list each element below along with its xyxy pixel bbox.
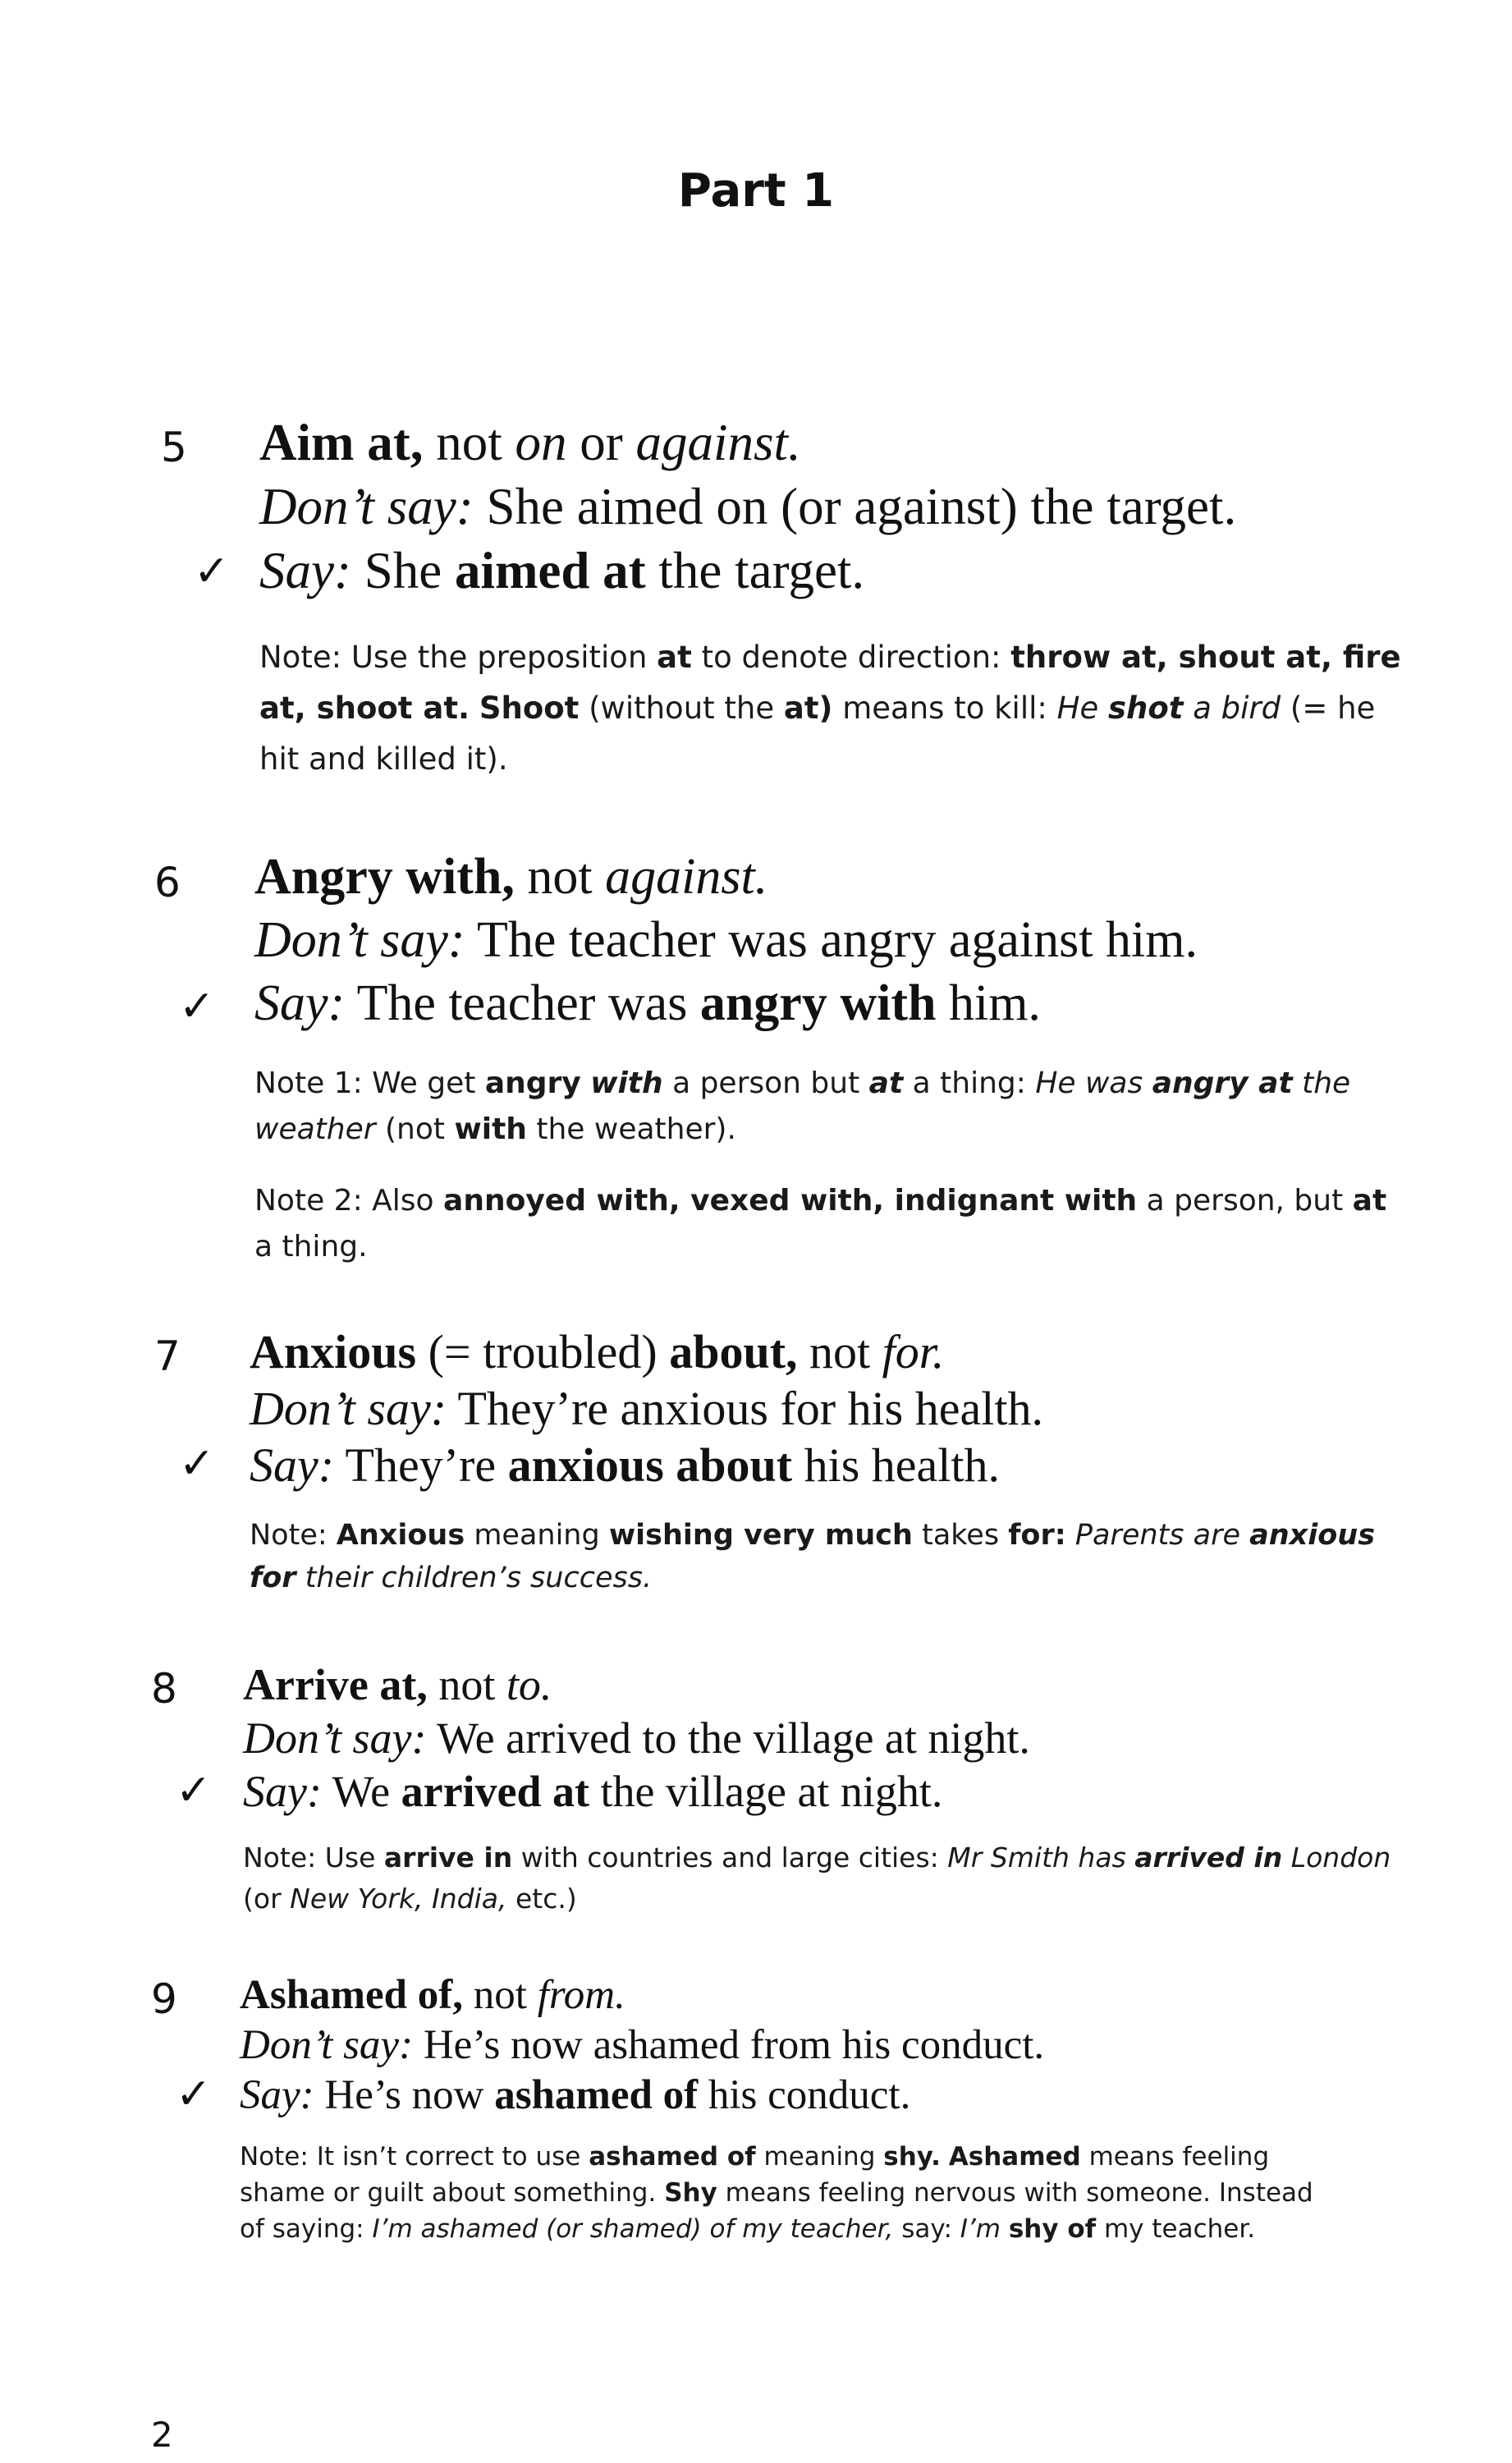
wrong-sentence: We arrived to the village at night.: [437, 1713, 1030, 1763]
say-label: Say:: [254, 975, 346, 1031]
entry-main: [243, 1658, 1030, 1819]
entry-number: 5: [161, 424, 187, 471]
wrong-sentence: They’re anxious for his health.: [457, 1382, 1043, 1435]
wrong-sentence: The teacher was angry against him.: [476, 912, 1198, 968]
correct-example: Say: He’s now ashamed of his conduct.: [240, 2072, 911, 2118]
headword-line: Aim at, not on or against.: [259, 414, 801, 471]
page-number: 2: [151, 2415, 173, 2455]
headword: Ashamed of,: [240, 1972, 464, 2018]
wrong-example: [243, 1712, 1030, 1765]
wrong-sentence: She aimed on (or against) the target.: [486, 478, 1237, 535]
correct-example: Say: They’re anxious about his health.: [250, 1438, 1000, 1492]
headword-line: Anxious (= troubled) about, not for.: [250, 1325, 945, 1378]
note: Note: Use the preposition at to denote direction: throw at, shout at, fire at, shoot at. Shoot (without the at) means to kill: He shot a bird (= he hit and killed it).: [259, 640, 1401, 777]
entry-main: [240, 1970, 1044, 2121]
note-2: Note 2: Also annoyed with, vexed with, indignant with a person, but at a thing.: [254, 1184, 1387, 1264]
headword-line: Angry with, not against.: [254, 849, 768, 905]
check-icon: ✓: [179, 1439, 215, 1488]
check-icon: ✓: [176, 2070, 212, 2119]
headword: Aim at,: [259, 414, 424, 471]
entry-main: [250, 1323, 1043, 1493]
headword: Angry with,: [254, 849, 515, 905]
entry-number: 8: [151, 1665, 177, 1713]
note: Note: Anxious meaning wishing very much takes for: Parents are anxious for their children’s success.: [250, 1519, 1376, 1594]
page-title: Part 1: [677, 164, 835, 218]
note: Note: It isn’t correct to use ashamed of meaning shy. Ashamed means feeling shame or guilt about something. Shy means feeling nervous with someone. Instead of saying: I’m ashamed (or shamed) of my teacher, say: I’m shy of my teacher.: [240, 2142, 1313, 2244]
note: Note: Use arrive in with countries and large cities: Mr Smith has arrived in London (or New York, India, etc.): [243, 1842, 1391, 1915]
headword-line: Arrive at, not to.: [243, 1660, 552, 1709]
say-label: Say:: [250, 1438, 335, 1492]
wrong-example: [254, 909, 1198, 972]
dont-say-label: Don’t say:: [250, 1382, 447, 1435]
note-1: Note 1: We get angry with a person but at a thing: He was angry at the weather (not with the weather).: [254, 1066, 1351, 1146]
wrong-example: [259, 475, 1236, 539]
wrong-example: [240, 2020, 1044, 2071]
entry-main: [254, 846, 1198, 1035]
say-label: Say:: [259, 542, 351, 599]
check-icon: ✓: [194, 547, 230, 596]
dont-say-label: Don’t say:: [240, 2022, 414, 2068]
entry-number: 6: [154, 859, 181, 906]
say-label: Say:: [243, 1767, 322, 1816]
say-label: Say:: [240, 2072, 314, 2118]
check-icon: ✓: [176, 1766, 212, 1815]
wrong-example: [250, 1380, 1043, 1437]
entry-number: 7: [154, 1332, 181, 1380]
check-icon: ✓: [179, 982, 215, 1031]
correct-example: Say: We arrived at the village at night.: [243, 1767, 943, 1816]
dont-say-label: Don’t say:: [254, 912, 465, 968]
wrong-sentence: He’s now ashamed from his conduct.: [423, 2022, 1045, 2068]
dont-say-label: Don’t say:: [259, 478, 474, 535]
dont-say-label: Don’t say:: [243, 1713, 427, 1763]
correct-example: Say: The teacher was angry with him.: [254, 975, 1041, 1031]
headword: Arrive at,: [243, 1660, 428, 1709]
headword-line: Ashamed of, not from.: [240, 1972, 625, 2018]
headword: Anxious: [250, 1325, 417, 1378]
entry-number: 9: [151, 1975, 177, 2023]
correct-example: Say: She aimed at the target.: [259, 542, 865, 599]
entry-main: [259, 410, 1236, 603]
